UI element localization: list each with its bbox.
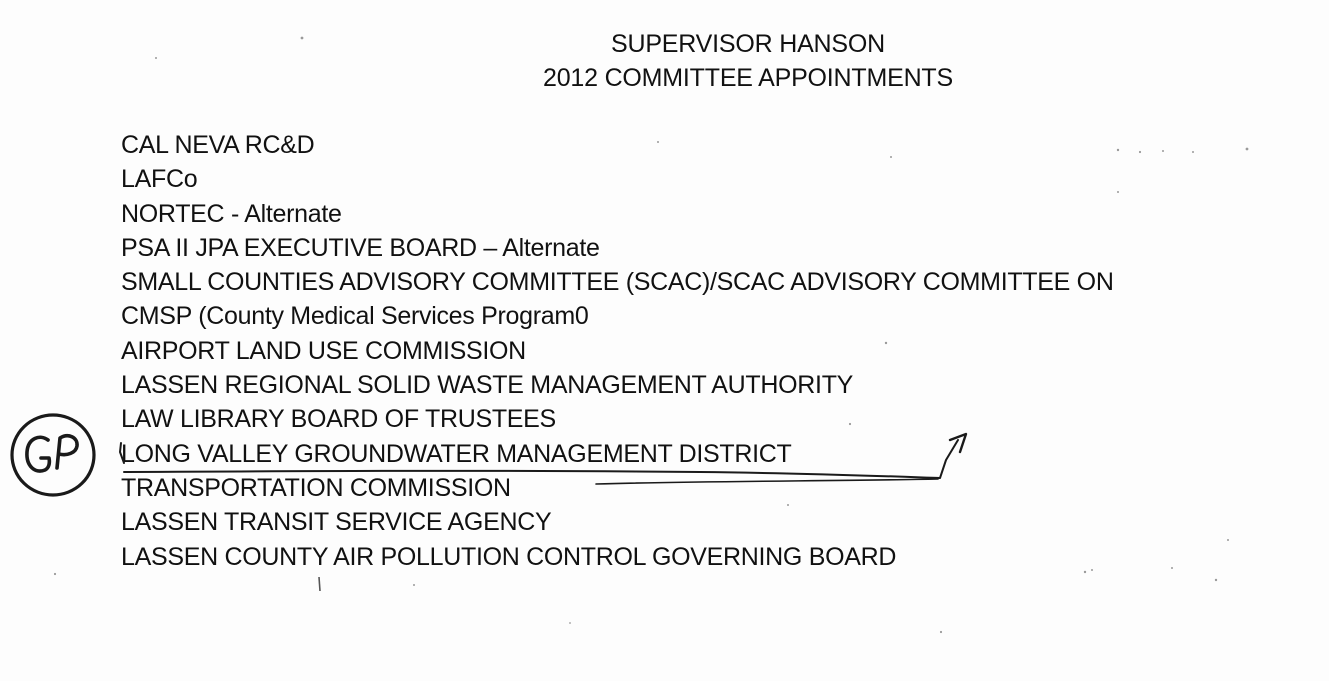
list-item: LASSEN COUNTY AIR POLLUTION CONTROL GOVERNING BOARD [121,542,897,571]
header-title: SUPERVISOR HANSON [611,30,885,58]
list-item: CAL NEVA RC&D [121,131,315,159]
header-subtitle: 2012 COMMITTEE APPOINTMENTS [543,64,953,92]
list-item: LAW LIBRARY BOARD OF TRUSTEES [121,405,556,434]
list-item: CMSP (County Medical Services Program0 [121,302,589,331]
gp-letter-g [27,437,49,471]
list-item-highlighted: LONG VALLEY GROUNDWATER MANAGEMENT DISTRICT [121,439,792,468]
appointments-list [121,128,1329,574]
list-item: LASSEN REGIONAL SOLID WASTE MANAGEMENT AUTHORITY [121,371,854,400]
list-item: TRANSPORTATION COMMISSION [121,473,511,502]
list-item: SMALL COUNTIES ADVISORY COMMITTEE (SCAC)/SCAC ADVISORY COMMITTEE ON [121,268,1114,297]
list-item: PSA II JPA EXECUTIVE BOARD – Alternate [121,233,600,262]
list-item: AIRPORT LAND USE COMMISSION [121,336,526,365]
list-item: LASSEN TRANSIT SERVICE AGENCY [121,508,552,537]
list-item: LAFCo [121,165,198,194]
gp-circle [12,415,94,495]
list-item: NORTEC - Alternate [121,199,342,228]
gp-letter-p [57,436,77,468]
